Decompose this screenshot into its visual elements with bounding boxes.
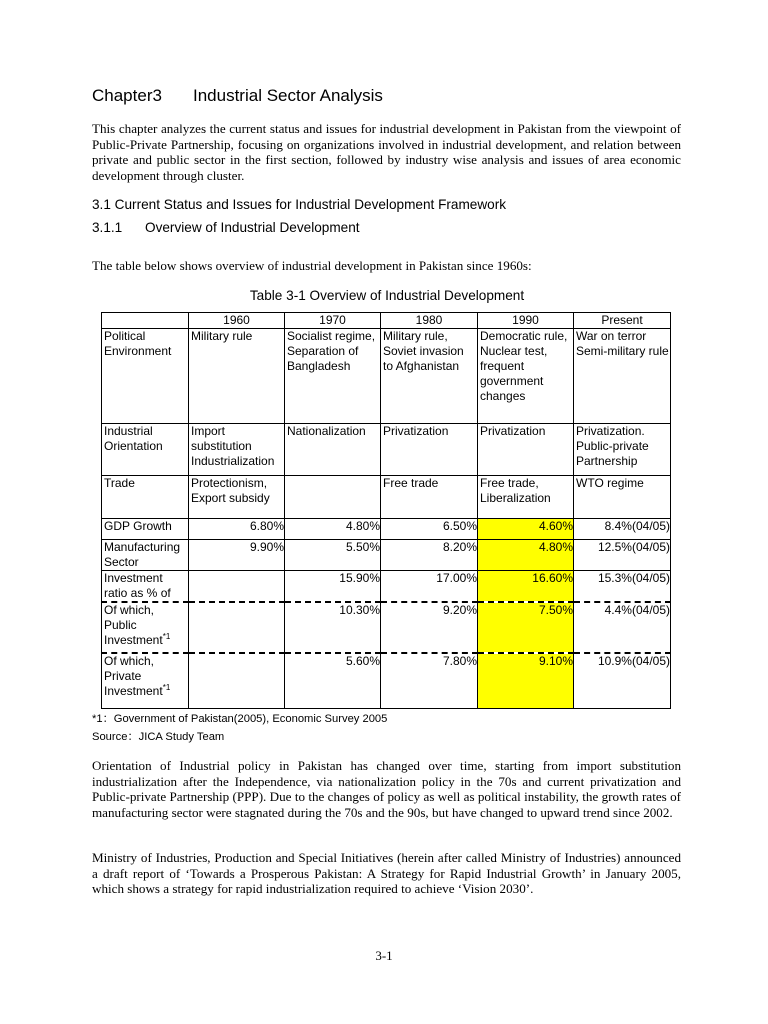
table-cell: Import substitution Industrialization xyxy=(189,424,285,476)
row-label: Industrial Orientation xyxy=(102,424,189,476)
header-cell: Present xyxy=(574,313,671,329)
table-header-row xyxy=(102,313,671,329)
table-cell: Free trade xyxy=(381,476,478,519)
table-cell xyxy=(285,476,381,519)
table-cell: 15.90% xyxy=(285,571,381,603)
chapter-name: Industrial Sector Analysis xyxy=(193,86,383,105)
table-caption: Table 3-1 Overview of Industrial Development xyxy=(249,288,525,303)
header-cell xyxy=(102,313,189,329)
subsection-number: 3.1.1 xyxy=(92,220,123,235)
table-cell: Democratic rule, Nuclear test, frequent government changes xyxy=(478,329,574,424)
row-label: Manufacturing Sector xyxy=(102,540,189,571)
header-cell: 1960 xyxy=(189,313,285,329)
table-cell: 7.80% xyxy=(381,653,478,708)
table-cell xyxy=(189,653,285,708)
table-cell: Privatization. Public-private Partnership xyxy=(574,424,671,476)
header-cell: 1970 xyxy=(285,313,381,329)
orientation-paragraph: Orientation of Industrial policy in Pakistan has changed over time, starting from import substitution industrialization after the Independence, via nationalization policy in the 70s and current privatization and Public-private Partnership (PPP). Due to the changes of policy as well as political instability, the growth rates of manufacturing sector were stagnated during the 70s and the 90s, but have changed to upward trend since 2002. xyxy=(92,758,681,820)
table-cell: Military rule xyxy=(189,329,285,424)
header-cell: 1980 xyxy=(381,313,478,329)
source-note: Source：JICA Study Team xyxy=(92,731,225,743)
table-row xyxy=(102,424,671,476)
highlighted-cell: 4.80% xyxy=(478,540,574,571)
table-intro-text: The table below shows overview of industrial development in Pakistan since 1960s: xyxy=(92,258,532,273)
table-cell: 8.4%(04/05) xyxy=(574,519,671,540)
row-label-text: Of which, Public Investment xyxy=(104,603,163,647)
header-cell: 1990 xyxy=(478,313,574,329)
section-heading: 3.1 Current Status and Issues for Industrial Development Framework xyxy=(92,197,507,212)
footnote: *1：Government of Pakistan(2005), Economic Survey 2005 xyxy=(92,713,388,725)
subsection-title: Overview of Industrial Development xyxy=(145,220,360,235)
table-cell: 17.00% xyxy=(381,571,478,603)
table-cell xyxy=(189,602,285,653)
table-cell: WTO regime xyxy=(574,476,671,519)
table-cell: Privatization xyxy=(381,424,478,476)
overview-table xyxy=(101,312,671,709)
row-label-text: Of which, Private Investment xyxy=(104,654,163,698)
table-cell: 4.4%(04/05) xyxy=(574,602,671,653)
row-label: GDP Growth xyxy=(102,519,189,540)
chapter-title xyxy=(92,86,383,106)
highlighted-cell: 4.60% xyxy=(478,519,574,540)
row-label xyxy=(102,602,189,653)
highlighted-cell: 9.10% xyxy=(478,653,574,708)
page-number: 3-1 xyxy=(375,948,393,963)
table-cell: Protectionism, Export subsidy xyxy=(189,476,285,519)
table-row xyxy=(102,653,671,708)
table-cell: Privatization xyxy=(478,424,574,476)
footnote-marker: *1 xyxy=(162,683,171,692)
table-row xyxy=(102,329,671,424)
table-cell: 5.60% xyxy=(285,653,381,708)
row-label: Political Environment xyxy=(102,329,189,424)
table-cell: 12.5%(04/05) xyxy=(574,540,671,571)
table-row xyxy=(102,519,671,540)
table-cell: Socialist regime, Separation of Bangladesh xyxy=(285,329,381,424)
table-cell: 10.9%(04/05) xyxy=(574,653,671,708)
table-row xyxy=(102,571,671,603)
subsection-heading xyxy=(92,220,360,235)
table-cell: 6.80% xyxy=(189,519,285,540)
table-cell: 9.20% xyxy=(381,602,478,653)
row-label xyxy=(102,653,189,708)
table-cell: Military rule, Soviet invasion to Afghanistan xyxy=(381,329,478,424)
table-cell: 5.50% xyxy=(285,540,381,571)
ministry-paragraph: Ministry of Industries, Production and Special Initiatives (herein after called Ministry of Industries) announced a draft report of ‘Towards a Prosperous Pakistan: A Strategy for Rapid Industrial Growth’ in January 2005, which shows a strategy for rapid industrialization required to achieve ‘Vision 2030’. xyxy=(92,850,681,896)
table-row xyxy=(102,540,671,571)
highlighted-cell: 16.60% xyxy=(478,571,574,603)
highlighted-cell: 7.50% xyxy=(478,602,574,653)
table-cell: War on terror Semi-military rule xyxy=(574,329,671,424)
table-cell: 4.80% xyxy=(285,519,381,540)
table-cell: Nationalization xyxy=(285,424,381,476)
intro-paragraph: This chapter analyzes the current status and issues for industrial development in Pakistan from the viewpoint of Public-Private Partnership, focusing on organizations involved in industrial development, and relation between private and public sector in the first section, followed by industry wise analysis and issues of area economic development through cluster. xyxy=(92,121,681,183)
table-row xyxy=(102,602,671,653)
row-label: Investment ratio as % of xyxy=(102,571,189,603)
table-cell: 6.50% xyxy=(381,519,478,540)
table-cell: 8.20% xyxy=(381,540,478,571)
row-label: Trade xyxy=(102,476,189,519)
chapter-number: Chapter3 xyxy=(92,86,162,105)
table-cell: Free trade, Liberalization xyxy=(478,476,574,519)
footnote-marker: *1 xyxy=(162,632,171,641)
table-cell: 10.30% xyxy=(285,602,381,653)
table-row xyxy=(102,476,671,519)
table-cell xyxy=(189,571,285,603)
table-cell: 15.3%(04/05) xyxy=(574,571,671,603)
table-cell: 9.90% xyxy=(189,540,285,571)
